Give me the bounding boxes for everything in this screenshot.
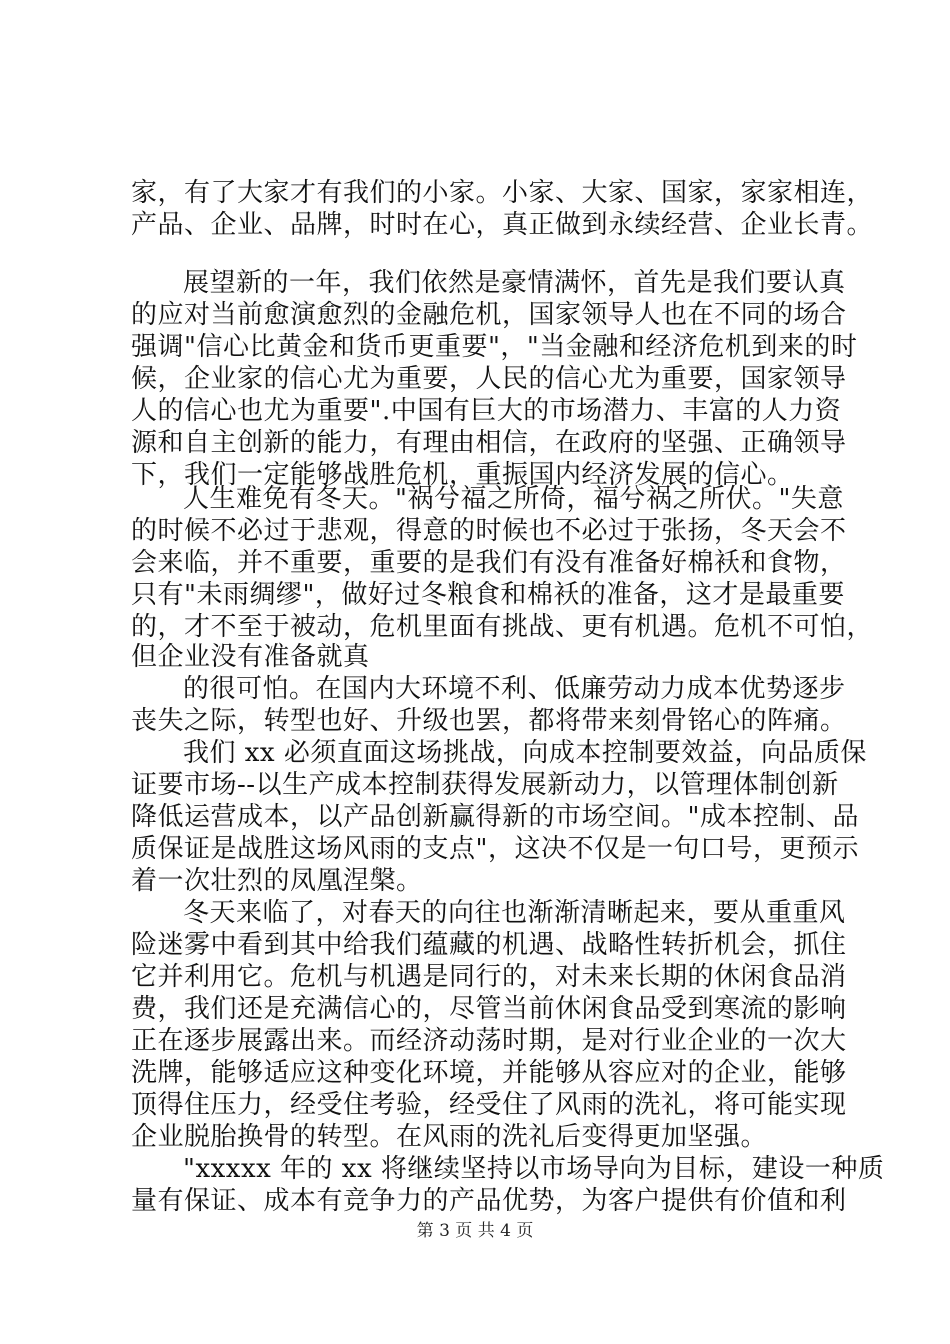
text-line: 源和自主创新的能力，有理由相信，在政府的坚强、正确领导 [131, 428, 847, 458]
text-line: 下，我们一定能够战胜危机，重振国内经济发展的信心。 [131, 460, 794, 490]
text-line: 顶得住压力，经受住考验，经受住了风雨的洗礼，将可能实现 [131, 1090, 847, 1120]
paragraph-first-line: 的很可怕。在国内大环境不利、低廉劳动力成本优势逐步 [183, 674, 846, 704]
text-line: 费，我们还是充满信心的，尽管当前休闲食品受到寒流的影响 [131, 994, 847, 1024]
text-line: 人的信心也尤为重要".中国有巨大的市场潜力、丰富的人力资 [131, 396, 842, 426]
paragraph-first-line: 展望新的一年，我们依然是豪情满怀，首先是我们要认真 [183, 268, 846, 298]
text-line: 证要市场--以生产成本控制获得发展新动力，以管理体制创新 [131, 770, 839, 800]
text-line: 会来临，并不重要，重要的是我们有没有准备好棉袄和食物， [131, 548, 847, 578]
paragraph-first-line: 冬天来临了，对春天的向往也渐渐清晰起来，要从重重风 [183, 898, 846, 928]
paragraph-first-line: 人生难免有冬天。"祸兮福之所倚，福兮祸之所伏。"失意 [183, 484, 844, 514]
text-line: 着一次壮烈的凤凰涅槃。 [131, 866, 423, 896]
text-line: 它并利用它。危机与机遇是同行的，对未来长期的休闲食品消 [131, 962, 847, 992]
paragraph-first-line: 我们 xx 必须直面这场挑战，向成本控制要效益，向品质保 [183, 738, 867, 768]
text-line: 正在逐步展露出来。而经济动荡时期，是对行业企业的一次大 [131, 1026, 847, 1056]
text-line: 只有"未雨绸缪"，做好过冬粮食和棉袄的准备，这才是最重要 [131, 580, 845, 610]
text-line: 但企业没有准备就真 [131, 642, 370, 672]
page-number-footer: 第 3 页 共 4 页 [416, 1221, 534, 1241]
text-line: 的应对当前愈演愈烈的金融危机，国家领导人也在不同的场合 [131, 300, 847, 330]
text-line: 洗牌，能够适应这种变化环境，并能够从容应对的企业，能够 [131, 1058, 847, 1088]
text-line: 的时候不必过于悲观，得意的时候也不必过于张扬，冬天会不 [131, 516, 847, 546]
text-line: 候，企业家的信心尤为重要，人民的信心尤为重要，国家领导 [131, 364, 847, 394]
text-line: 险迷雾中看到其中给我们蕴藏的机遇、战略性转折机会，抓住 [131, 930, 847, 960]
text-line: 丧失之际，转型也好、升级也罢，都将带来刻骨铭心的阵痛。 [131, 706, 847, 736]
text-line: 强调"信心比黄金和货币更重要"，"当金融和经济危机到来的时 [131, 332, 858, 362]
text-line: 量有保证、成本有竞争力的产品优势，为客户提供有价值和利 [131, 1186, 847, 1216]
text-line: 降低运营成本，以产品创新赢得新的市场空间。"成本控制、品 [131, 802, 859, 832]
paragraph-first-line: "xxxxx 年的 xx 将继续坚持以市场导向为目标，建设一种质 [183, 1154, 885, 1184]
text-line: 家，有了大家才有我们的小家。小家、大家、国家，家家相连， [131, 178, 874, 208]
text-line: 质保证是战胜这场风雨的支点"，这决不仅是一句口号，更预示 [131, 834, 859, 864]
text-line: 企业脱胎换骨的转型。在风雨的洗礼后变得更加坚强。 [131, 1122, 768, 1152]
text-line: 产品、企业、品牌，时时在心，真正做到永续经营、企业长青。 [131, 210, 874, 240]
text-line: 的，才不至于被动，危机里面有挑战、更有机遇。危机不可怕， [131, 612, 874, 642]
